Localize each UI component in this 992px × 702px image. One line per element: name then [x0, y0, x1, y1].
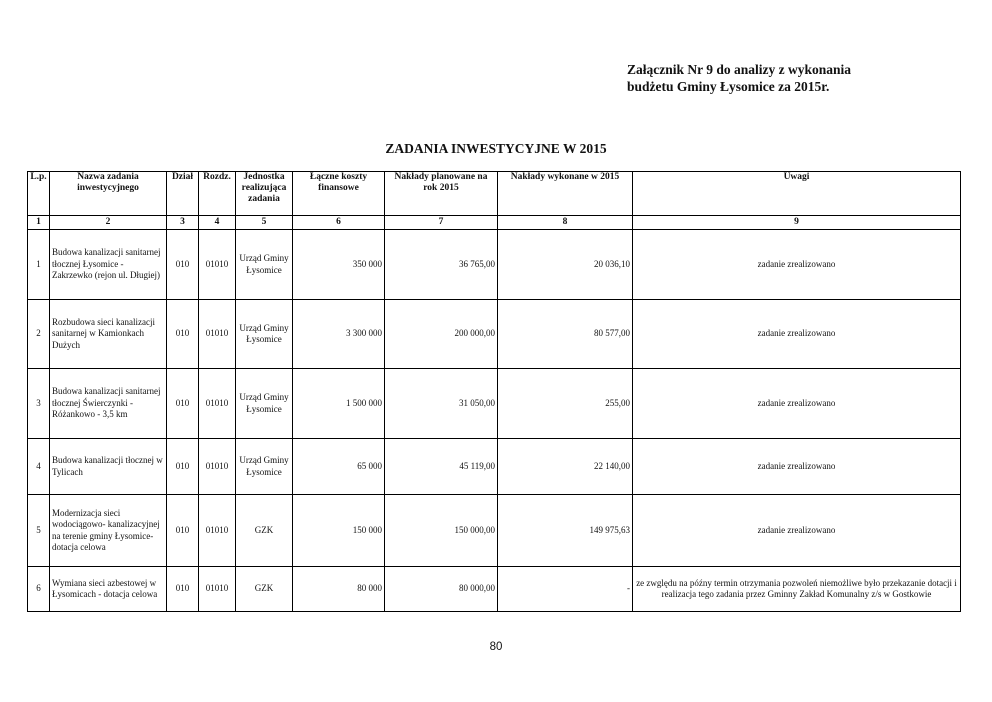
cell-executed: 149 975,63 [498, 495, 633, 567]
cell-rozdz: 01010 [199, 300, 236, 369]
column-number: 1 [28, 216, 50, 230]
column-number: 7 [385, 216, 498, 230]
column-number: 3 [167, 216, 199, 230]
cell-rozdz: 01010 [199, 230, 236, 300]
cell-unit: GZK [236, 567, 293, 612]
cell-notes: zadanie zrealizowano [633, 230, 961, 300]
cell-notes: zadanie zrealizowano [633, 300, 961, 369]
cell-lp: 2 [28, 300, 50, 369]
table-row [28, 439, 961, 495]
document-title: ZADANIA INWESTYCYJNE W 2015 [385, 141, 607, 156]
cell-executed: - [498, 567, 633, 612]
cell-task-name: Modernizacja sieci wodociągowo- kanalizacyjnej na terenie gminy Łysomice- dotacja celowa [50, 495, 167, 567]
cell-executed: 20 036,10 [498, 230, 633, 300]
column-header-lp: L.p. [28, 172, 50, 216]
column-number: 9 [633, 216, 961, 230]
column-header-unit: Jednostka realizująca zadania [236, 172, 293, 216]
cell-total-cost: 1 500 000 [293, 369, 385, 439]
column-number: 4 [199, 216, 236, 230]
table-row [28, 495, 961, 567]
cell-task-name: Rozbudowa sieci kanalizacji sanitarnej w Kamionkach Dużych [50, 300, 167, 369]
cell-lp: 5 [28, 495, 50, 567]
column-number: 5 [236, 216, 293, 230]
cell-dzial: 010 [167, 495, 199, 567]
column-header-dzial: Dział [167, 172, 199, 216]
cell-unit: Urząd Gminy Łysomice [236, 230, 293, 300]
cell-notes: zadanie zrealizowano [633, 495, 961, 567]
column-number-row [28, 216, 961, 230]
table-row [28, 567, 961, 612]
column-header-name: Nazwa zadania inwestycyjnego [50, 172, 167, 216]
cell-task-name: Wymiana sieci azbestowej w Łysomicach - dotacja celowa [50, 567, 167, 612]
cell-executed: 80 577,00 [498, 300, 633, 369]
cell-planned: 45 119,00 [385, 439, 498, 495]
cell-task-name: Budowa kanalizacji sanitarnej tłocznej Świerczynki - Różankowo - 3,5 km [50, 369, 167, 439]
cell-dzial: 010 [167, 369, 199, 439]
column-header-rozdz: Rozdz. [199, 172, 236, 216]
cell-planned: 36 765,00 [385, 230, 498, 300]
cell-total-cost: 80 000 [293, 567, 385, 612]
column-header-planned: Nakłady planowane na rok 2015 [385, 172, 498, 216]
cell-total-cost: 350 000 [293, 230, 385, 300]
cell-rozdz: 01010 [199, 439, 236, 495]
cell-notes: zadanie zrealizowano [633, 369, 961, 439]
cell-rozdz: 01010 [199, 369, 236, 439]
cell-unit: Urząd Gminy Łysomice [236, 300, 293, 369]
cell-unit: GZK [236, 495, 293, 567]
cell-unit: Urząd Gminy Łysomice [236, 439, 293, 495]
cell-planned: 80 000,00 [385, 567, 498, 612]
annex-heading [627, 61, 947, 95]
cell-rozdz: 01010 [199, 495, 236, 567]
cell-total-cost: 3 300 000 [293, 300, 385, 369]
cell-notes: ze zwględu na późny termin otrzymania pozwoleń niemożliwe było przekazanie dotacji i realizacja tego zadania przez Gminny Zakład Komunalny z/s w Gostkowie [633, 567, 961, 612]
investment-table [27, 171, 961, 612]
cell-task-name: Budowa kanalizacji sanitarnej tłocznej Łysomice - Zakrzewko (rejon ul. Długiej) [50, 230, 167, 300]
cell-total-cost: 65 000 [293, 439, 385, 495]
column-number: 2 [50, 216, 167, 230]
column-header-executed: Nakłady wykonane w 2015 [498, 172, 633, 216]
table-row [28, 230, 961, 300]
cell-unit: Urząd Gminy Łysomice [236, 369, 293, 439]
cell-lp: 3 [28, 369, 50, 439]
cell-executed: 22 140,00 [498, 439, 633, 495]
cell-planned: 200 000,00 [385, 300, 498, 369]
annex-line-1: Załącznik Nr 9 do analizy z wykonania [627, 62, 852, 77]
table-row [28, 300, 961, 369]
cell-dzial: 010 [167, 230, 199, 300]
column-header-notes: Uwagi [633, 172, 961, 216]
annex-line-2: budżetu Gminy Łysomice za 2015r. [627, 79, 830, 94]
cell-total-cost: 150 000 [293, 495, 385, 567]
column-number: 6 [293, 216, 385, 230]
cell-lp: 4 [28, 439, 50, 495]
cell-dzial: 010 [167, 567, 199, 612]
column-number: 8 [498, 216, 633, 230]
cell-rozdz: 01010 [199, 567, 236, 612]
cell-planned: 31 050,00 [385, 369, 498, 439]
cell-dzial: 010 [167, 439, 199, 495]
cell-notes: zadanie zrealizowano [633, 439, 961, 495]
cell-lp: 6 [28, 567, 50, 612]
cell-planned: 150 000,00 [385, 495, 498, 567]
cell-dzial: 010 [167, 300, 199, 369]
table-header-row [28, 172, 961, 216]
cell-task-name: Budowa kanalizacji tłocznej w Tylicach [50, 439, 167, 495]
page-number: 80 [489, 641, 503, 653]
cell-lp: 1 [28, 230, 50, 300]
table-row [28, 369, 961, 439]
column-header-total-cost: Łączne koszty finansowe [293, 172, 385, 216]
cell-executed: 255,00 [498, 369, 633, 439]
